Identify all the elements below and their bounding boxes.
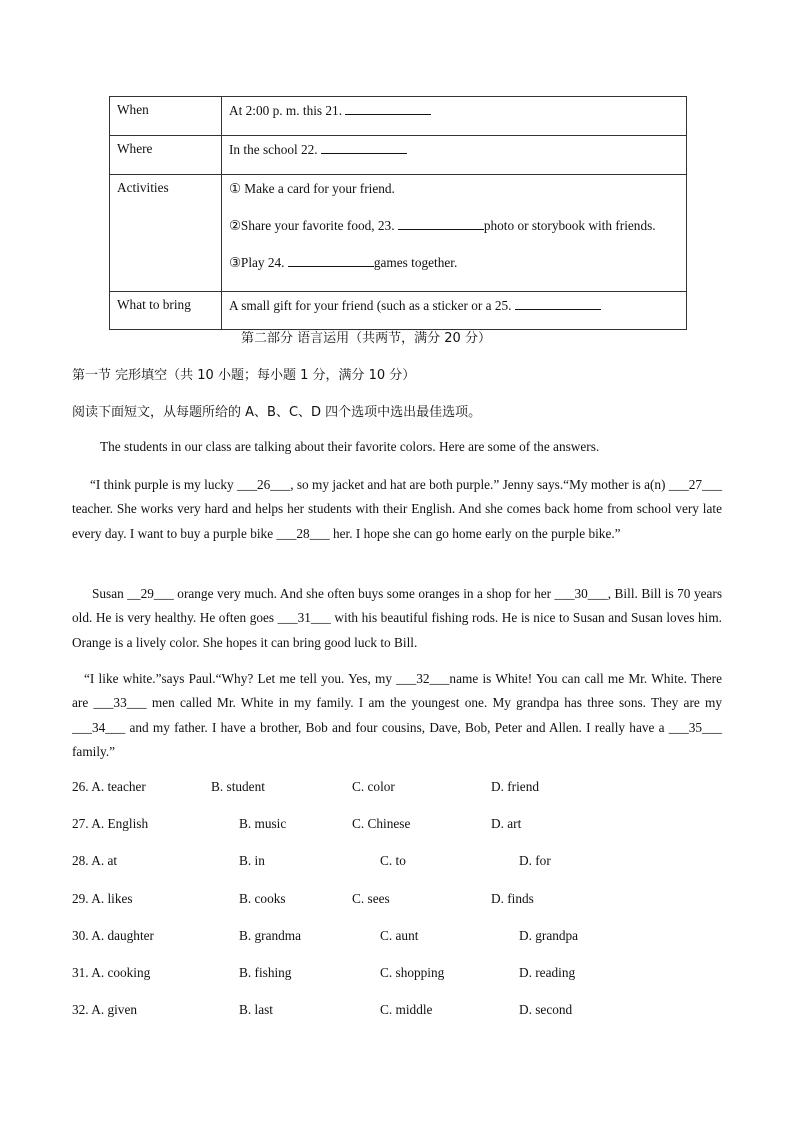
option-d: D. second <box>519 1002 573 1017</box>
option-a: 28. A. at <box>72 853 118 868</box>
table-value: In the school 22. <box>222 136 687 175</box>
option-a: 31. A. cooking <box>72 965 151 980</box>
option-a: 30. A. daughter <box>72 928 154 943</box>
passage-paragraph: Susan __29___ orange very much. And she often buys some oranges in a shop for her ___30___, Bill. Bill is 70 years old. He is very healthy. He often goes ___31___ with his beautiful fishing rods. He is nice to Susan and Susan loves him. Orange is a lively color. She hopes it can bring good luck to Bill. <box>72 586 722 650</box>
option-c: C. middle <box>380 1002 433 1017</box>
table-value: At 2:00 p. m. this 21. <box>222 97 687 136</box>
question-options <box>72 891 722 911</box>
option-c: C. aunt <box>380 928 419 943</box>
table-label: Activities <box>110 175 222 292</box>
activity-line: ②Share your favorite food, 23. photo or storybook with friends. <box>229 218 656 233</box>
table-label: Where <box>110 136 222 175</box>
table-value <box>222 175 687 292</box>
table-row <box>110 97 687 136</box>
part-title: 第二部分 语言运用（共两节，满分 20 分） <box>241 331 491 346</box>
question-options <box>72 928 722 948</box>
answer-blank <box>321 141 407 154</box>
option-b: B. cooks <box>239 891 286 906</box>
table-label: When <box>110 97 222 136</box>
answer-blank <box>515 297 601 310</box>
table-row <box>110 175 687 292</box>
option-d: D. grandpa <box>519 928 579 943</box>
activity-line: ① Make a card for your friend. <box>229 181 395 196</box>
section-title: 第一节 完形填空（共 10 小题；每小题 1 分，满分 10 分） <box>72 368 416 383</box>
option-c: C. sees <box>352 891 390 906</box>
option-b: B. in <box>239 853 265 868</box>
option-b: B. grandma <box>239 928 302 943</box>
passage-intro: The students in our class are talking about their favorite colors. Here are some of the answers. <box>100 439 600 454</box>
activity-line: ③Play 24. games together. <box>229 255 458 270</box>
question-options <box>72 816 722 836</box>
passage-paragraph: “I like white.”says Paul.“Why? Let me tell you. Yes, my ___32___name is White! You can call me Mr. White. There are ___33___ men called Mr. White in my family. I am the youngest one. My grandpa has three sons. They are my ___34___ and my father. I have a brother, Bob and four cousins, Dave, Bob, Peter and Allen. I really have a ___35___ family.” <box>72 671 722 759</box>
option-c: C. to <box>380 853 406 868</box>
option-b: B. student <box>211 779 265 794</box>
option-c: C. Chinese <box>352 816 411 831</box>
table-value: A small gift for your friend (such as a sticker or a 25. <box>222 292 687 330</box>
option-d: D. for <box>519 853 551 868</box>
instruction: 阅读下面短文，从每题所给的 A、B、C、D 四个选项中选出最佳选项。 <box>72 405 482 420</box>
option-d: D. reading <box>519 965 576 980</box>
option-a: 27. A. English <box>72 816 149 831</box>
event-info-table <box>109 96 687 330</box>
answer-blank <box>345 102 431 115</box>
question-options <box>72 779 722 799</box>
option-b: B. last <box>239 1002 273 1017</box>
passage-paragraph: “I think purple is my lucky ___26___, so my jacket and hat are both purple.” Jenny says.“My mother is a(n) ___27___ teacher. She works very hard and helps her students with their English. And she comes back home from school very late every day. I want to buy a purple bike ___28___ her. I hope she can go home early on the purple bike.” <box>72 477 722 541</box>
option-b: B. music <box>239 816 287 831</box>
option-a: 32. A. given <box>72 1002 138 1017</box>
question-options <box>72 1002 722 1022</box>
option-a: 29. A. likes <box>72 891 133 906</box>
option-d: D. art <box>491 816 522 831</box>
table-row <box>110 136 687 175</box>
option-d: D. friend <box>491 779 539 794</box>
option-c: C. color <box>352 779 395 794</box>
question-options <box>72 853 722 873</box>
table-row <box>110 292 687 330</box>
option-c: C. shopping <box>380 965 445 980</box>
answer-blank <box>398 217 484 230</box>
option-a: 26. A. teacher <box>72 779 146 794</box>
option-b: B. fishing <box>239 965 292 980</box>
table-label: What to bring <box>110 292 222 330</box>
question-options <box>72 965 722 985</box>
answer-blank <box>288 254 374 267</box>
option-d: D. finds <box>491 891 534 906</box>
